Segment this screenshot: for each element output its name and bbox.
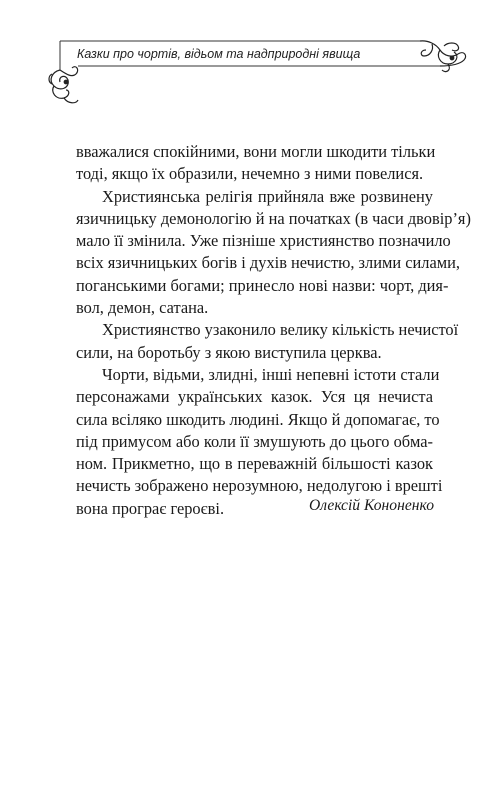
text-line: ном. Прикметно, що в переважній більшості казок	[76, 454, 433, 474]
text-line: вол, демон, сатана.	[76, 298, 209, 318]
text-line: сила всіляко шкодить людині. Якщо й допомагає, то	[76, 409, 440, 429]
author-signature: Олексій Кононенко	[308, 497, 434, 514]
left-flourish-icon	[49, 67, 78, 103]
body-text	[76, 141, 471, 520]
paragraph	[76, 319, 459, 364]
running-head: Казки про чортів, відьом та надприродні явища	[77, 47, 361, 61]
right-flourish-icon	[420, 41, 466, 72]
text-line: нечисть зображено нерозумною, недолугою і врешті	[76, 476, 443, 496]
text-line: Християнська релігія прийняла вже розвинену	[102, 186, 433, 206]
text-line: тоді, якщо їх образили, нечемно з ними повелися.	[76, 164, 424, 184]
text-line: вважалися спокійними, вони могли шкодити тільки	[76, 142, 436, 161]
text-line: персонажами українських казок. Уся ця нечиста	[76, 387, 433, 407]
paragraph	[76, 141, 436, 186]
text-line: під примусом або коли її змушують до цього обма-	[76, 431, 433, 451]
text-line: мало її змінила. Уже пізніше християнство позначило	[76, 231, 451, 251]
text-line: Чорти, відьми, злидні, інші непевні істоти стали	[102, 364, 440, 384]
text-line: вона програє героєві.	[76, 498, 225, 518]
text-line: Християнство узаконило велику кількість нечистої	[102, 320, 459, 340]
page-header	[0, 0, 503, 110]
text-line: поганськими богами; принесло нові назви: чорт, дия-	[76, 275, 449, 295]
text-line: всіх язичницьких богів і духів нечистю, злими силами,	[76, 253, 460, 273]
text-line: сили, на боротьбу з якою виступила церква.	[76, 342, 382, 362]
text-line: язичницьку демонологію й на початках (в часи двовір’я)	[76, 208, 471, 228]
paragraph	[76, 186, 471, 320]
